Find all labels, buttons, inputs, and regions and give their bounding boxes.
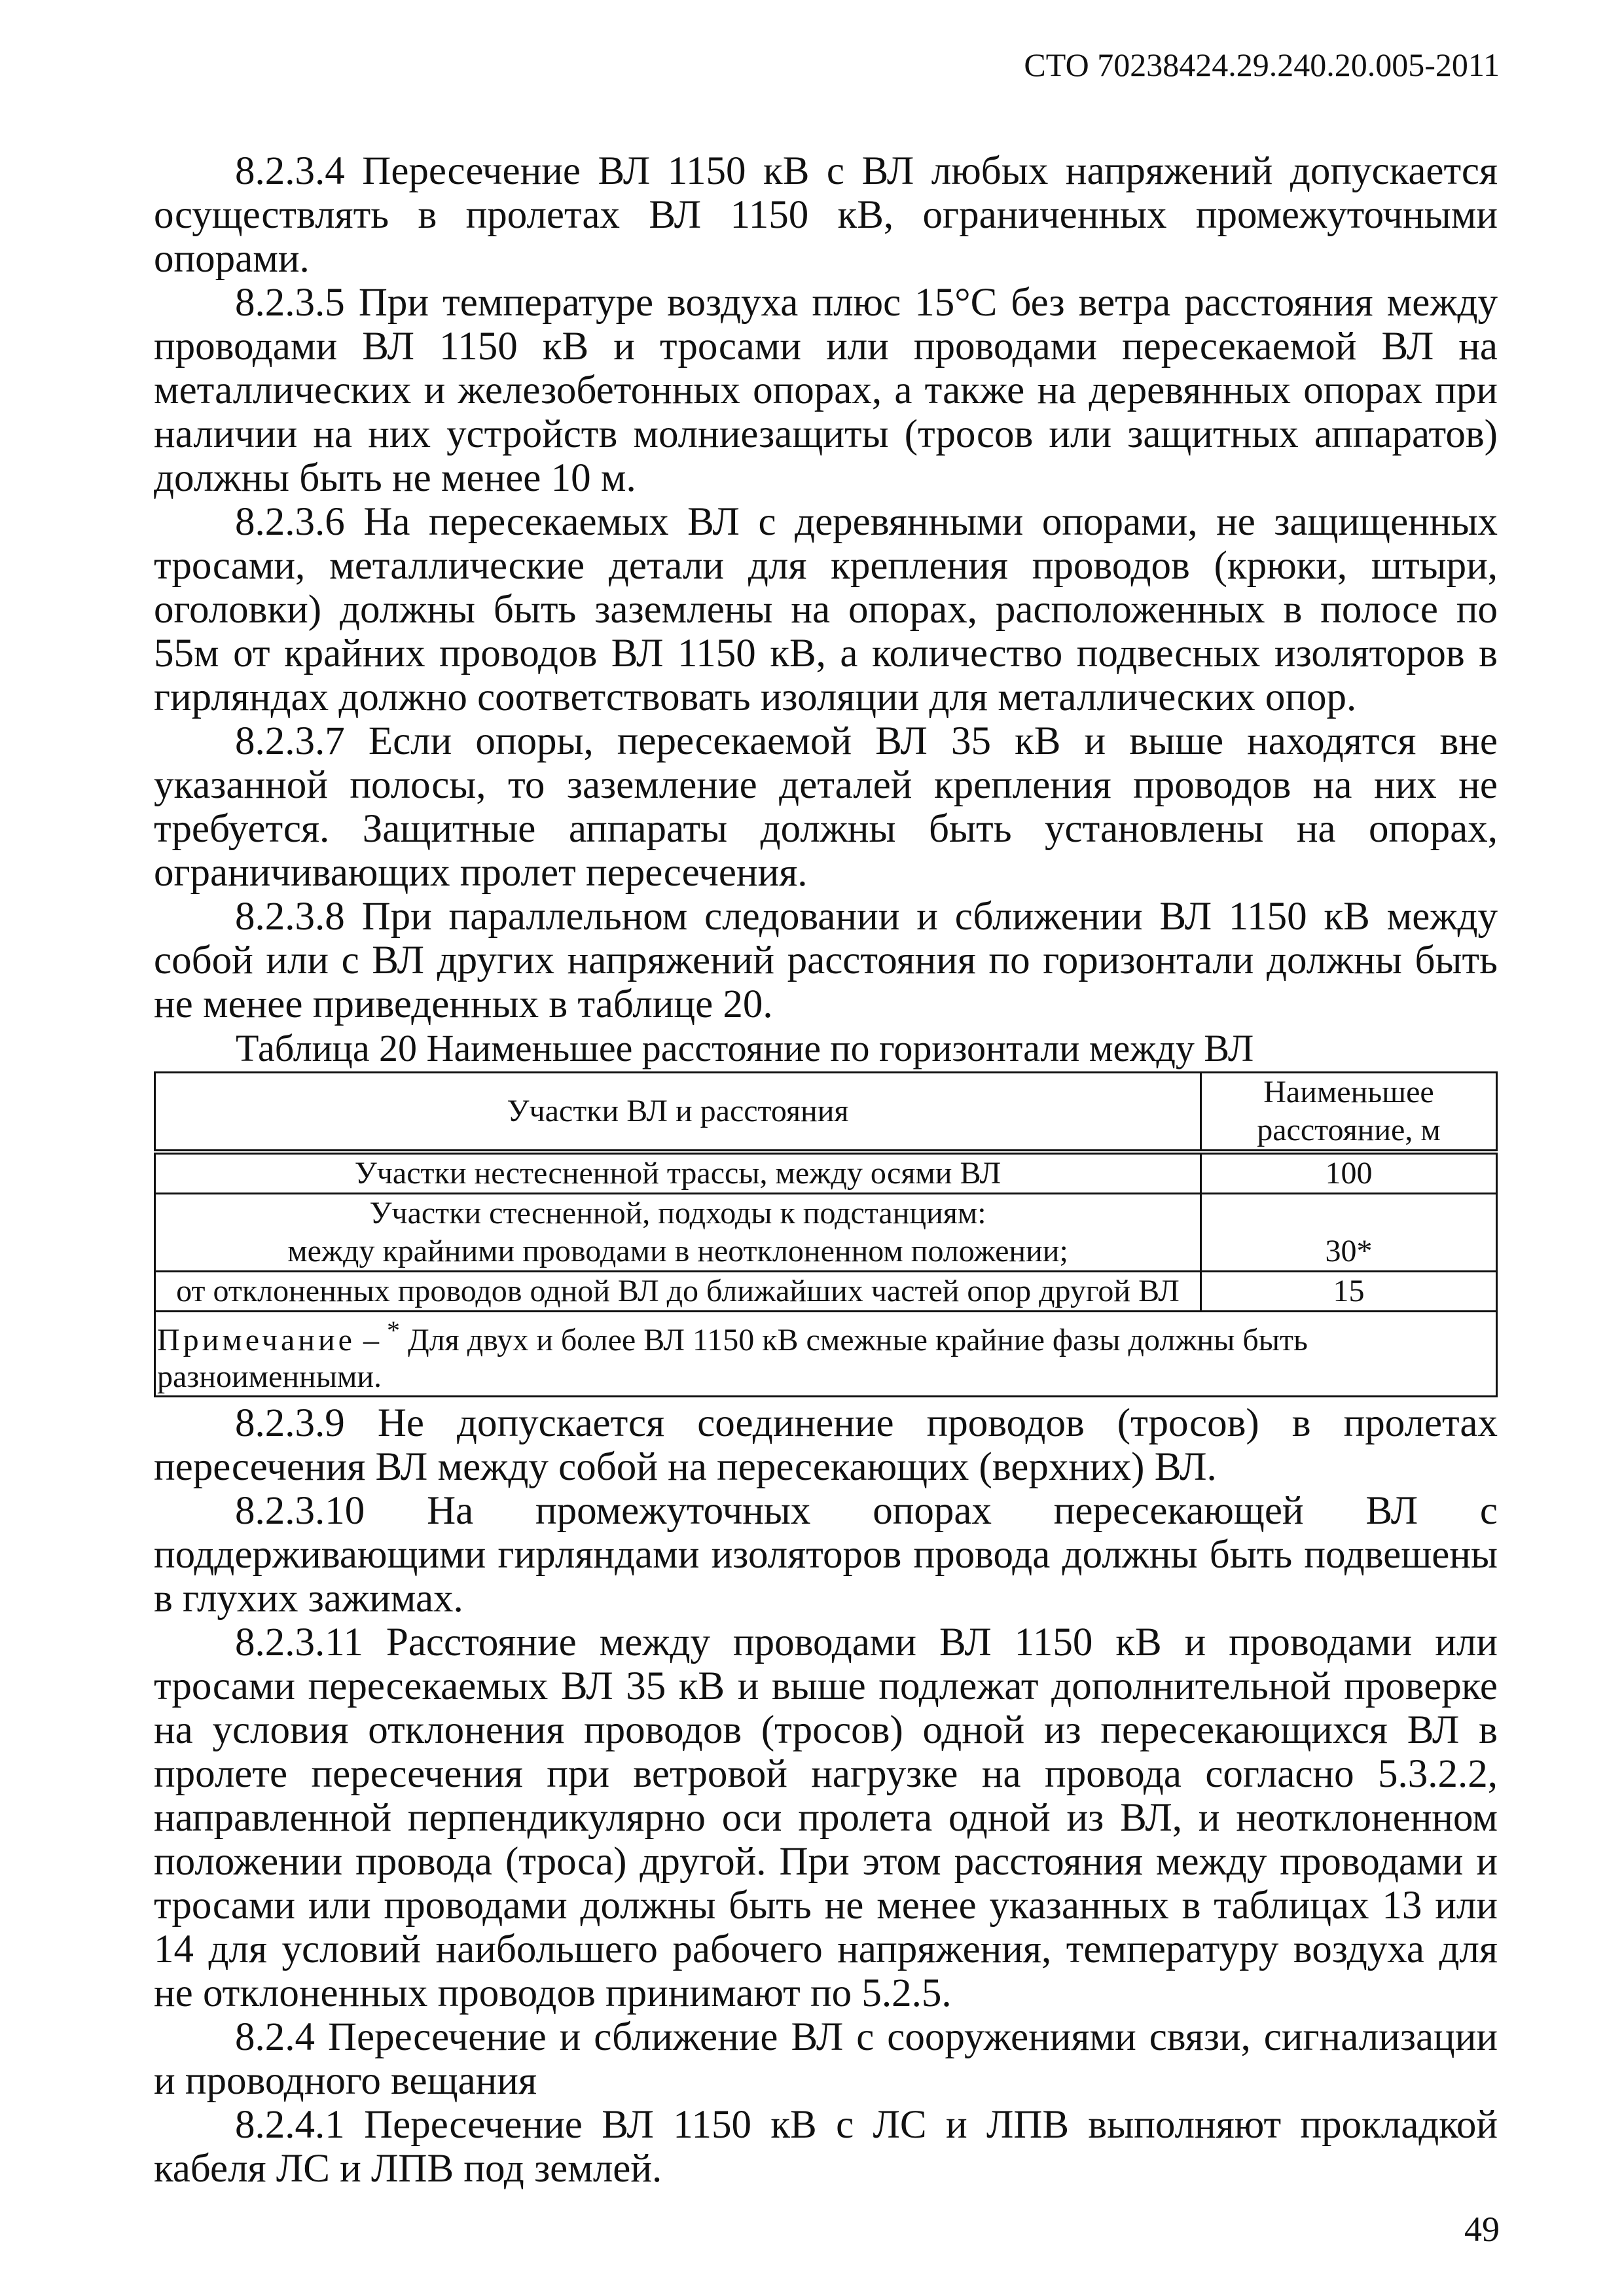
paragraph-8-2-4-1: 8.2.4.1 Пересечение ВЛ 1150 кВ с ЛС и ЛПВ выполняют прокладкой кабеля ЛС и ЛПВ под землей. (154, 2103, 1498, 2191)
table-row (155, 1272, 1497, 1312)
paragraph-8-2-3-7: 8.2.3.7 Если опоры, пересекаемой ВЛ 35 кВ и выше находятся вне указанной полосы, то заземление деталей крепления проводов на них не требуется. Защитные аппараты должны быть установлены на опорах, ограничивающих пролет пересечения. (154, 719, 1498, 895)
paragraph-8-2-3-8: 8.2.3.8 При параллельном следовании и сближении ВЛ 1150 кВ между собой или с ВЛ других напряжений расстояния по горизонтали должны быть не менее приведенных в таблице 20. (154, 895, 1498, 1026)
distance-table (154, 1071, 1498, 1397)
note-dash: – (355, 1323, 387, 1357)
table-row (155, 1152, 1497, 1194)
row2-label (155, 1194, 1201, 1272)
row3-label: от отклоненных проводов одной ВЛ до ближайших частей опор другой ВЛ (155, 1272, 1201, 1312)
paragraph-8-2-3-10: 8.2.3.10 На промежуточных опорах пересекающей ВЛ с поддерживающими гирляндами изоляторов провода должны быть подвешены в глухих зажимах. (154, 1489, 1498, 1621)
paragraph-8-2-4: 8.2.4 Пересечение и сближение ВЛ с сооружениями связи, сигнализации и проводного вещания (154, 2015, 1498, 2103)
row3-value: 15 (1201, 1272, 1497, 1312)
column-header-sections: Участки ВЛ и расстояния (155, 1073, 1201, 1153)
page-number: 49 (1464, 2210, 1500, 2249)
paragraph-8-2-3-4: 8.2.3.4 Пересечение ВЛ 1150 кВ с ВЛ любых напряжений допускается осуществлять в пролетах ВЛ 1150 кВ, ограниченных промежуточными опорами. (154, 149, 1498, 281)
row1-label: Участки нестесненной трассы, между осями ВЛ (155, 1152, 1201, 1194)
column-header-distance-line2: расстояние, м (1257, 1113, 1441, 1147)
column-header-distance (1201, 1073, 1497, 1153)
row1-value: 100 (1201, 1152, 1497, 1194)
document-code-header: СТО 70238424.29.240.20.005-2011 (1024, 46, 1500, 83)
note-label: Примечание (157, 1323, 355, 1357)
note-asterisk: * (386, 1316, 400, 1345)
table-row (155, 1194, 1497, 1272)
row2-value: 30* (1201, 1194, 1497, 1272)
paragraph-8-2-3-9: 8.2.3.9 Не допускается соединение проводов (тросов) в пролетах пересечения ВЛ между собой на пересекающих (верхних) ВЛ. (154, 1401, 1498, 1489)
row2-label-line2: между крайними проводами в неотклоненном положении; (287, 1234, 1068, 1268)
paragraph-8-2-3-11: 8.2.3.11 Расстояние между проводами ВЛ 1150 кВ и проводами или тросами пересекаемых ВЛ 35 кВ и выше подлежат дополнительной проверке на условия отклонения проводов (тросов) одной из пересекающихся ВЛ в пролете пересечения при ветровой нагрузке на провода согласно 5.3.2.2, направленной перпендикулярно оси пролета одной из ВЛ, и неотклоненном положении провода (троса) другой. При этом расстояния между проводами и тросами или проводами должны быть не менее указанных в таблицах 13 или 14 для условий наибольшего рабочего напряжения, температуру воздуха для не отклоненных проводов принимают по 5.2.5. (154, 1621, 1498, 2015)
table-header-row (155, 1073, 1497, 1153)
row2-label-line1: Участки стесненной, подходы к подстанциям: (369, 1196, 986, 1230)
paragraph-8-2-3-5: 8.2.3.5 При температуре воздуха плюс 15°С без ветра расстояния между проводами ВЛ 1150 кВ и тросами или проводами пересекаемой ВЛ на металлических и железобетонных опорах, а также на деревянных опорах при наличии на них устройств молниезащиты (тросов или защитных аппаратов) должны быть не менее 10 м. (154, 281, 1498, 500)
table-note (155, 1312, 1497, 1397)
table-caption: Таблица 20 Наименьшее расстояние по горизонтали между ВЛ (236, 1027, 1254, 1069)
paragraph-8-2-3-6: 8.2.3.6 На пересекаемых ВЛ с деревянными опорами, не защищенных тросами, металлические детали для крепления проводов (крюки, штыри, оголовки) должны быть заземлены на опорах, расположенных в полосе по 55м от крайних проводов ВЛ 1150 кВ, а количество подвесных изоляторов в гирляндах должно соответствовать изоляции для металлических опор. (154, 500, 1498, 719)
column-header-distance-line1: Наименьшее (1263, 1075, 1434, 1109)
table-note-row (155, 1312, 1497, 1397)
page-body (154, 149, 1498, 2191)
note-text: Для двух и более ВЛ 1150 кВ смежные крайние фазы должны быть разноименными. (157, 1323, 1308, 1394)
